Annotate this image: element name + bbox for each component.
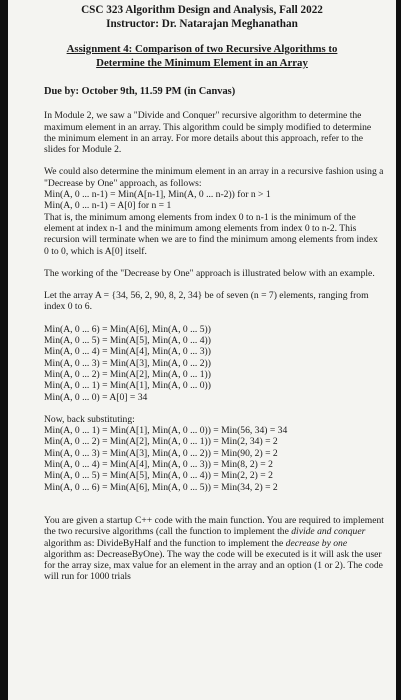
expansion-line: Min(A, 0 ... 6) = Min(A[6], Min(A, 0 ... 5)) <box>44 323 211 335</box>
recurrence-formula-2: Min(A, 0 ... n-1) = A[0] for n = 1 <box>44 200 172 212</box>
paragraph-task-description <box>44 515 384 583</box>
task-text-part2: algorithm as: DivideByHalf and the function to implement the <box>44 537 286 549</box>
back-substitution <box>44 414 384 493</box>
task-text-part3: algorithm as: DecreaseByOne). The way the code will be executed is it will ask the user for the array size, max value for an element in the array and an option (1 or 2). The code will run for 1000 trials <box>44 548 383 583</box>
paragraph-module2: In Module 2, we saw a "Divide and Conquer" recursive algorithm to determine the maximum element in an array. This algorithm could be simply modified to determine the minimum element in an array. For more details about this approach, refer to the slides for Module 2. <box>44 110 372 156</box>
expansion-line: Min(A, 0 ... 2) = Min(A[2], Min(A, 0 ... 1)) <box>44 368 211 380</box>
back-substitution-line: Min(A, 0 ... 6) = Min(A[6], Min(A, 0 ... 5)) = Min(34, 2) = 2 <box>44 481 278 493</box>
paragraph-illustration: The working of the "Decrease by One" approach is illustrated below with an example. <box>44 267 375 279</box>
back-substitution-line: Min(A, 0 ... 1) = Min(A[1], Min(A, 0 ... 0)) = Min(56, 34) = 34 <box>44 425 288 437</box>
assignment-title-line1: Assignment 4: Comparison of two Recursive Algorithms to <box>66 43 338 55</box>
assignment-title <box>8 43 396 70</box>
recursion-expansion <box>44 324 384 403</box>
task-emphasis-decrease-by-one: decrease by one <box>285 537 348 549</box>
paragraph-decrease-by-one <box>44 166 384 256</box>
document-page <box>8 0 396 700</box>
task-text-part1: You are given a startup C++ code with the main function. You are required to implement the two recursive algorithms (call the function to implement the <box>44 514 384 538</box>
paragraph-example-array: Let the array A = {34, 56, 2, 90, 8, 2, 34} be of seven (n = 7) elements, ranging from index 0 to 6. <box>44 290 369 313</box>
back-substitution-line: Min(A, 0 ... 3) = Min(A[3], Min(A, 0 ... 2)) = Min(90, 2) = 2 <box>44 447 278 459</box>
due-date: Due by: October 9th, 11.59 PM (in Canvas) <box>44 86 236 97</box>
expansion-line: Min(A, 0 ... 3) = Min(A[3], Min(A, 0 ... 2)) <box>44 357 211 369</box>
back-substitution-line: Min(A, 0 ... 2) = Min(A[2], Min(A, 0 ... 1)) = Min(2, 34) = 2 <box>44 436 278 448</box>
back-substitution-line: Min(A, 0 ... 5) = Min(A[5], Min(A, 0 ... 4)) = Min(2, 2) = 2 <box>44 470 273 482</box>
expansion-line: Min(A, 0 ... 0) = A[0] = 34 <box>44 391 148 403</box>
course-header <box>8 0 396 31</box>
decrease-intro: We could also determine the minimum element in an array in a recursive fashion using a "Decrease by One" approach, as follows: <box>44 166 384 189</box>
expansion-line: Min(A, 0 ... 4) = Min(A[4], Min(A, 0 ... 3)) <box>44 346 211 358</box>
expansion-line: Min(A, 0 ... 5) = Min(A[5], Min(A, 0 ... 4)) <box>44 335 211 347</box>
recurrence-formula-1: Min(A, 0 ... n-1) = Min(A[n-1], Min(A, 0 ... n-2)) for n > 1 <box>44 189 271 201</box>
assignment-title-line2: Determine the Minimum Element in an Array <box>96 56 308 69</box>
back-substitution-line: Min(A, 0 ... 4) = Min(A[4], Min(A, 0 ... 3)) = Min(8, 2) = 2 <box>44 459 273 471</box>
document-body <box>44 86 384 583</box>
expansion-line: Min(A, 0 ... 1) = Min(A[1], Min(A, 0 ... 0)) <box>44 380 211 392</box>
back-substitution-title: Now, back substituting: <box>44 413 135 425</box>
task-emphasis-divide-and-conquer: divide and conquer <box>291 526 366 538</box>
recurrence-explanation: That is, the minimum among elements from index 0 to n-1 is the minimum of the element at index n-1 and the minimum among elements from index 0 to n-2. This recursion will terminate when we are to find the minimum among elements from index 0 to 0, which is A[0] itself. <box>44 211 378 257</box>
course-title: CSC 323 Algorithm Design and Analysis, Fall 2022 <box>81 4 323 16</box>
instructor-name: Instructor: Dr. Natarajan Meghanathan <box>106 18 298 30</box>
